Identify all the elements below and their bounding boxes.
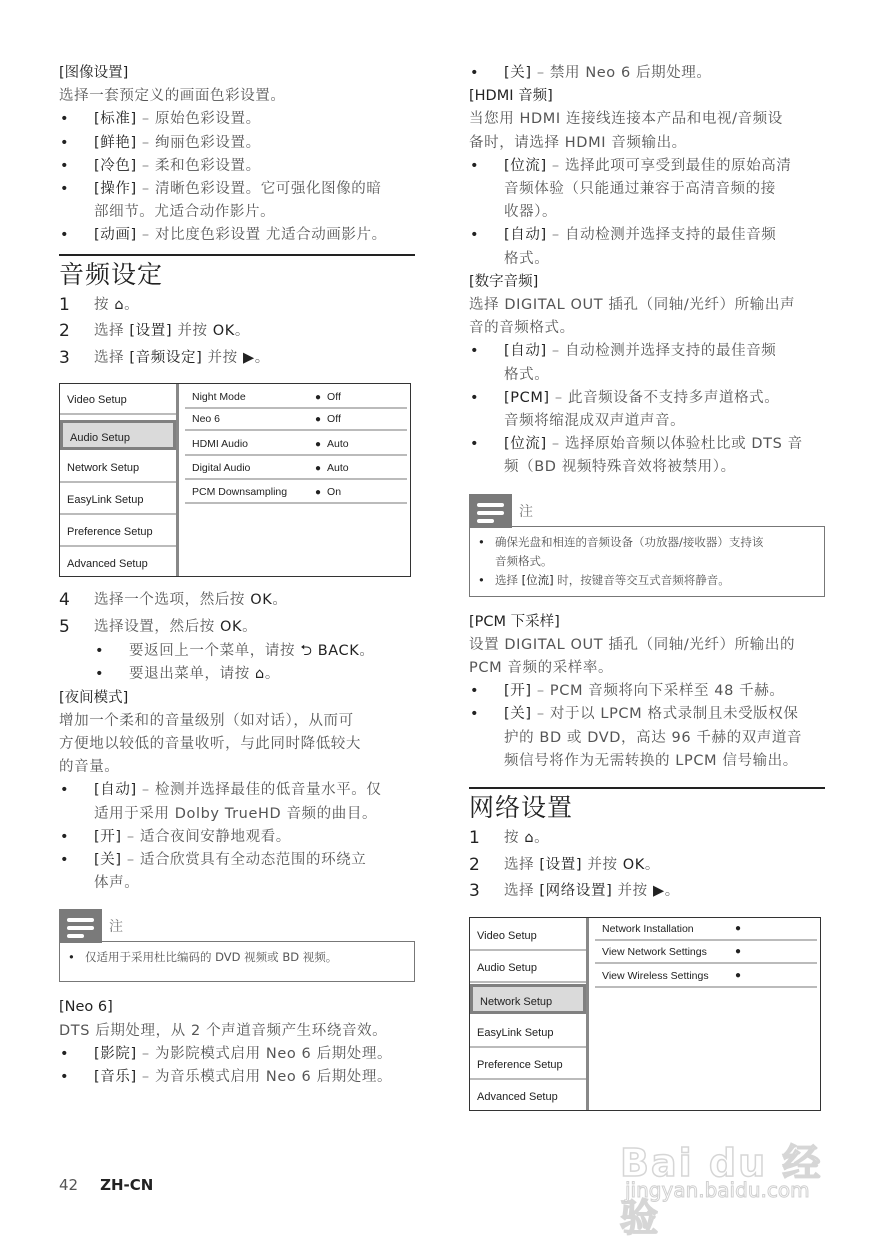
image-settings-desc: 选择一套预定义的画面色彩设置。: [59, 88, 286, 105]
pcm-downsampling-title: [PCM 下采样]: [469, 613, 560, 630]
list-item: • [位流] – 选择此项可享受到最佳的原始高清 音频体验（只能通过兼容于高清音频的接 收器）。: [470, 157, 792, 221]
menu-item-network-setup[interactable]: Network Setup: [60, 453, 176, 483]
pcm-downsampling-desc: 设置 DIGITAL OUT 插孔（同轴/光纤）所输出的: [469, 636, 796, 653]
step: 1 按 ⌂。: [59, 294, 140, 315]
note-icon: [469, 494, 512, 528]
step: 1 按 ⌂。: [469, 828, 550, 849]
note-label: 注: [519, 503, 533, 520]
section-heading-audio: 音频设定: [59, 254, 415, 292]
step: 4 选择一个选项，然后按 OK。: [59, 590, 288, 611]
menu-item-audio-setup[interactable]: Audio Setup: [60, 420, 176, 450]
menu-divider: [586, 918, 589, 1110]
image-settings-title: [图像设置]: [59, 65, 129, 81]
note-item: • 选择 [位流] 时，按键音等交互式音频将静音。: [478, 572, 730, 587]
option-night-mode[interactable]: Night Mode ● Off: [185, 387, 407, 409]
menu-categories: [470, 918, 586, 1110]
page-number: 42: [59, 1176, 79, 1194]
note-box: [59, 909, 415, 982]
step: 5 选择设置，然后按 OK。: [59, 616, 258, 637]
menu-item-network-setup[interactable]: Network Setup: [470, 984, 586, 1014]
hdmi-audio-desc: 当您用 HDMI 连接线连接本产品和电视/音频设: [469, 111, 783, 128]
audio-setup-menu: [59, 383, 411, 577]
list-item: • [动画] – 对比度色彩设置 尤适合动画影片。: [60, 227, 387, 244]
digital-audio-title: [数字音频]: [469, 273, 539, 290]
list-item: • [标准] – 原始色彩设置。: [60, 111, 261, 128]
substep: • 要返回上一个菜单，请按 ⮌ BACK。: [95, 643, 375, 660]
list-item: • [关] – 对于以 LPCM 格式录制且未受版权保 护的 BD 或 DVD，高达 96 千赫的双声道音 频信号将作为无需转换的 LPCM 信号输出。: [470, 706, 803, 769]
list-item: • [自动] – 检测并选择最佳的低音量水平。仅 适用于采用 Dolby TrueHD 音频的曲目。: [60, 782, 382, 822]
option-view-wireless-settings[interactable]: View Wireless Settings ●: [595, 966, 817, 988]
menu-item-video-setup[interactable]: Video Setup: [60, 385, 176, 415]
menu-item-advanced-setup[interactable]: Advanced Setup: [477, 1090, 558, 1103]
step: 2 选择 [设置] 并按 OK。: [469, 854, 660, 875]
list-item: • [冷色] – 柔和色彩设置。: [60, 157, 261, 174]
list-item: • [影院] – 为影院模式启用 Neo 6 后期处理。: [60, 1045, 393, 1062]
night-mode-desc: 增加一个柔和的音量级别（如对话），从而可: [59, 712, 354, 729]
page-footer: [59, 1176, 153, 1194]
option-hdmi-audio[interactable]: HDMI Audio ● Auto: [185, 434, 407, 456]
menu-item-easylink-setup[interactable]: EasyLink Setup: [60, 485, 176, 515]
option-digital-audio[interactable]: Digital Audio ● Auto: [185, 458, 407, 480]
watermark-url: jingyan.baidu.com: [625, 1178, 810, 1202]
menu-item-preference-setup[interactable]: Preference Setup: [60, 517, 176, 547]
home-icon: ⌂: [114, 296, 125, 313]
note-item: • 仅适用于采用杜比编码的 DVD 视频或 BD 视频。: [68, 950, 338, 965]
back-icon: ⮌ BACK: [300, 643, 360, 660]
step: 3 选择 [网络设置] 并按 ▶。: [469, 881, 680, 902]
baidu-watermark: [620, 1118, 830, 1240]
list-item: • [关] – 适合欣赏具有全动态范围的环绕立 体声。: [60, 851, 367, 892]
hdmi-audio-title: [HDMI 音频]: [469, 88, 553, 105]
neo6-title: [Neo 6]: [59, 999, 113, 1016]
list-item: • [自动] – 自动检测并选择支持的最佳音频 格式。: [470, 227, 777, 267]
note-box: [469, 494, 825, 597]
option-view-network-settings[interactable]: View Network Settings ●: [595, 942, 817, 964]
list-item: • [开] – 适合夜间安静地观看。: [60, 828, 291, 845]
menu-categories: [60, 384, 176, 576]
watermark-brand: Bai du 经验: [620, 1141, 823, 1240]
section-heading-network: 网络设置: [469, 787, 825, 825]
option-pcm-downsampling[interactable]: PCM Downsampling ● On: [185, 482, 407, 504]
menu-item-audio-setup[interactable]: Audio Setup: [470, 953, 586, 983]
network-setup-menu: [469, 917, 821, 1111]
menu-item-advanced-setup[interactable]: Advanced Setup: [67, 558, 148, 571]
step: 3 选择 [音频设定] 并按 ▶。: [59, 347, 270, 368]
step: 2 选择 [设置] 并按 OK。: [59, 321, 250, 342]
play-arrow-icon: ▶: [652, 883, 665, 900]
list-item: • [PCM] – 此音频设备不支持多声道格式。 音频将缩混成双声道声音。: [470, 389, 780, 430]
play-arrow-icon: ▶: [242, 349, 255, 366]
option-network-installation[interactable]: Network Installation ●: [595, 919, 817, 941]
note-label: 注: [109, 919, 123, 936]
list-item: • [开] – PCM 音频将向下采样至 48 千赫。: [470, 683, 785, 700]
list-item: • [音乐] – 为音乐模式启用 Neo 6 后期处理。: [60, 1068, 393, 1085]
menu-item-preference-setup[interactable]: Preference Setup: [470, 1050, 586, 1080]
list-item: • [鲜艳] – 绚丽色彩设置。: [60, 134, 261, 151]
home-icon: ⌂: [255, 666, 265, 683]
list-item: • [自动] – 自动检测并选择支持的最佳音频 格式。: [470, 343, 777, 383]
menu-item-easylink-setup[interactable]: EasyLink Setup: [470, 1018, 586, 1048]
list-item: • [位流] – 选择原始音频以体验杜比或 DTS 音 频（BD 视频特殊音效将被禁用）。: [470, 436, 803, 476]
note-item: • 确保光盘和相连的音频设备（功放器/接收器）支持该 音频格式。: [478, 534, 764, 568]
note-icon: [59, 909, 102, 943]
option-neo6[interactable]: Neo 6 ● Off: [185, 409, 407, 431]
language-code: ZH-CN: [100, 1176, 154, 1194]
menu-divider: [176, 384, 179, 576]
list-item: • [关] – 禁用 Neo 6 后期处理。: [470, 65, 712, 81]
neo6-desc: DTS 后期处理，从 2 个声道音频产生环绕音效。: [59, 1022, 388, 1039]
substep: • 要退出菜单，请按 ⌂。: [95, 666, 280, 683]
right-column: • [关] – 禁用 Neo 6 后期处理。 [HDMI 音频] 当您用 HDMI 连接线连接本产品和电视/音频设 备时，请选择 HDMI 音频输出。 • [位流] – 选择此项可享受到最佳的原始高清 音频体验（只能通过兼容于高清音频的接 收器）。 • [自动] – 自动检测并选择支持的最佳音频 格式。 [数字音频] 选择 DIGITAL OUT 插孔（同轴/光纤）所输出声 音的音频格式。 • [自动] – 自动检测并选择支持的最佳音频 格式。 • [PCM] – 此音频设备不支持多声道格式。 音频将缩混成双声道声音。 • [位流] – 选择原始音频以体验杜比或 DTS 音 频（BD 视频特殊音效将被禁用）。 注 • 确保光盘和相连的音频设备（功放器/接收器）支持该 音频格式。 • 选择 [位流] 时，按键音等交互式音频将静音。 [PCM 下采样] 设置 DIGITAL OUT 插孔（同轴/光纤）所输出的 PCM 音频的采样率。 • [开] – PCM 音频将向下采样至 48 千赫。 • [关] – 对于以 LPCM 格式录制且未受版权保 护的 BD 或 DVD，高达 96 千赫的双声道音 频信号将作为无需转换的 LPCM 信号输出。 网络设置 1 按 ⌂。 2 选择 [设置] 并按 OK。 3 选择 [网络设置] 并按 ▶。 Video Setup Audio Setup Network Setup EasyLink Setup Preference Setup Advanced Setup Network Installation ● View Network Settings ● View Wireless Settings ●: [469, 62, 825, 1121]
digital-audio-desc: 选择 DIGITAL OUT 插孔（同轴/光纤）所输出声: [469, 297, 796, 314]
menu-item-video-setup[interactable]: Video Setup: [470, 921, 586, 951]
left-column: [图像设置] 选择一套预定义的画面色彩设置。 • [标准] – 原始色彩设置。 • [鲜艳] – 绚丽色彩设置。 • [冷色] – 柔和色彩设置。 • [操作] – 清晰色彩设置。它可强化图像的暗 部细节。尤适合动作影片。 • [动画] – 对比度色彩设置 尤适合动画影片。 音频设定 1 按 ⌂。 2 选择 [设置] 并按 OK。 3 选择 [音频设定] 并按 ▶。 Video Setup Audio Setup Network Setup EasyLink Setup Preference Setup Advanced Setup Night Mode ● Off Neo 6 ● Off HDMI Audio ● Auto Digital Audio ● Auto PCM Downsampling ● On 4 选择一个选项，然后按 OK。 5 选择设置，然后按 OK。 • 要返回上一个菜单，请按 ⮌ BACK。 • 要退出菜单，请按 ⌂。 [夜间模式] 增加一个柔和的音量级别（如对话），从而可 方便地以较低的音量收听，与此同时降低较大 的音量。 • [自动] – 检测并选择最佳的低音量水平。仅 适用于采用 Dolby TrueHD 音频的曲目。 • [开] – 适合夜间安静地观看。 • [关] – 适合欣赏具有全动态范围的环绕立 体声。 注 • 仅适用于采用杜比编码的 DVD 视频或 BD 视频。 [Neo 6] DTS 后期处理，从 2 个声道音频产生环绕音效。 • [影院] – 为影院模式启用 Neo 6 后期处理。 • [音乐] – 为音乐模式启用 Neo 6 后期处理。: [59, 62, 415, 1089]
night-mode-title: [夜间模式]: [59, 689, 129, 706]
home-icon: ⌂: [524, 830, 535, 847]
list-item: • [操作] – 清晰色彩设置。它可强化图像的暗 部细节。尤适合动作影片。: [60, 181, 382, 221]
